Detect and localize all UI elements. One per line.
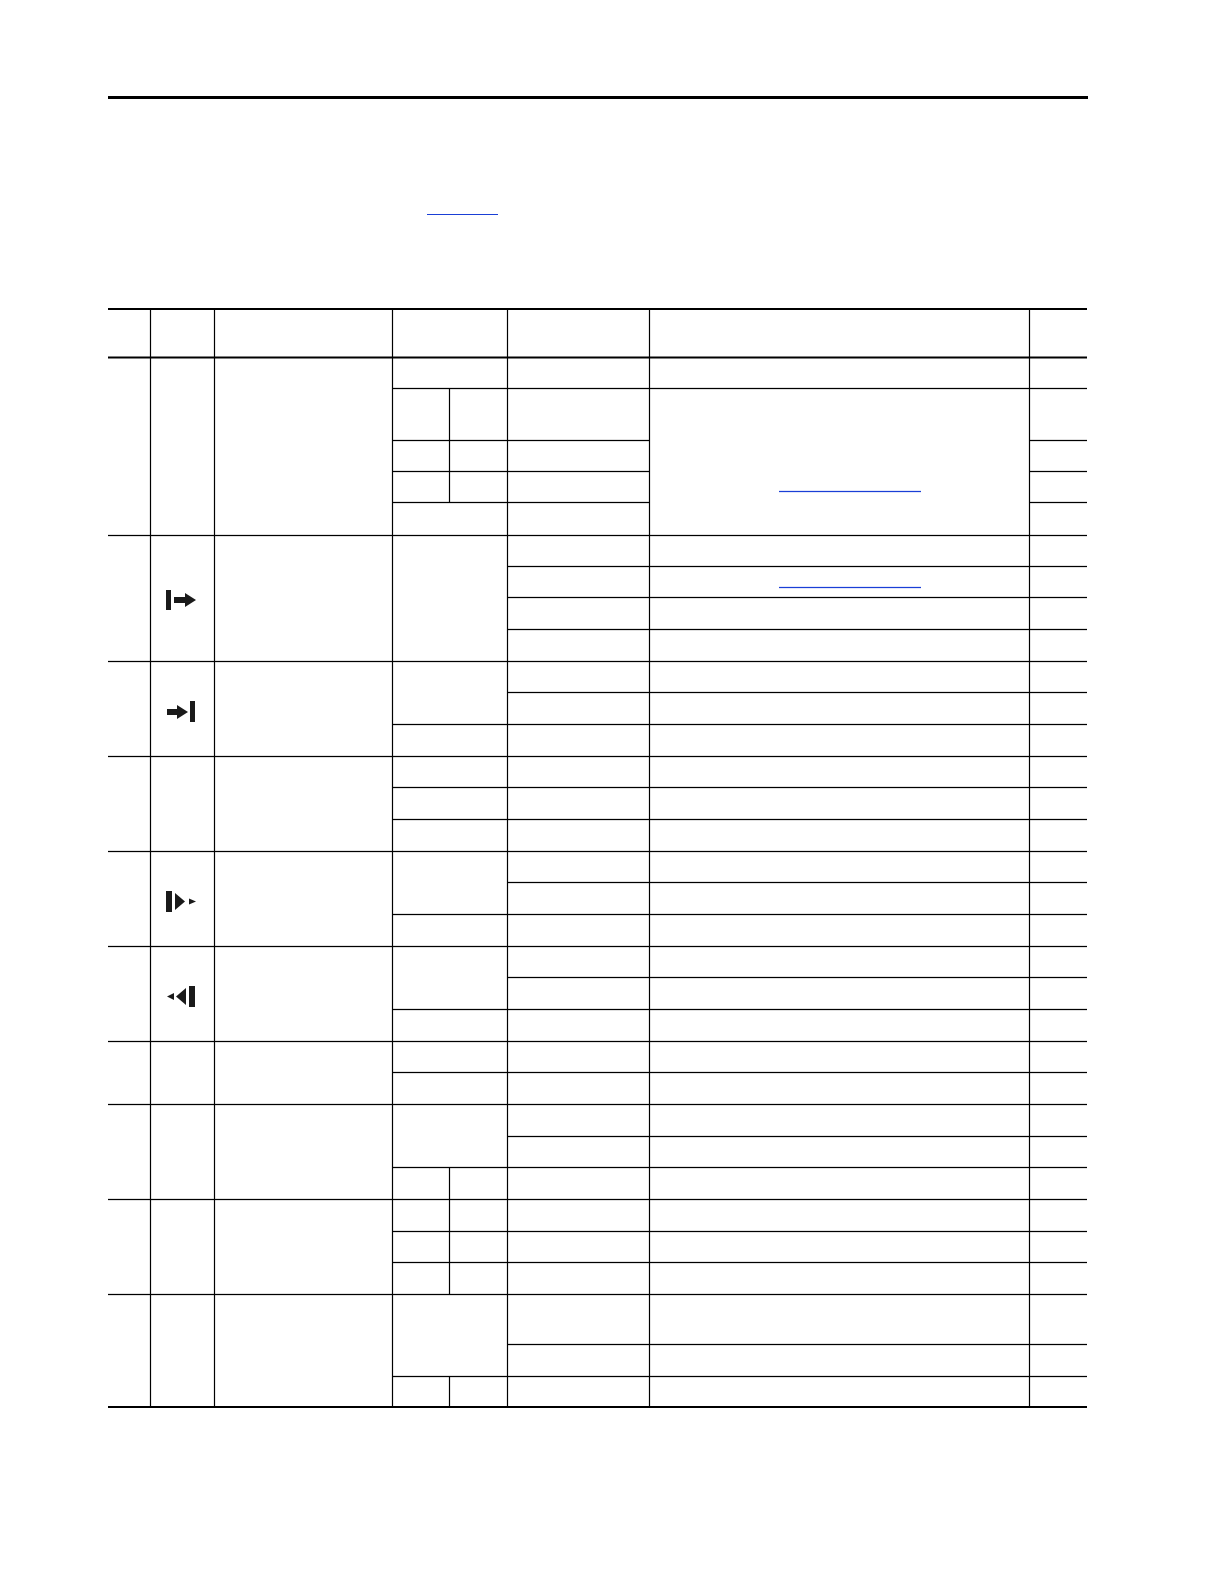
arrow-right-bar-icon: [167, 701, 195, 722]
table-icons: [166, 590, 196, 1007]
triangle-bar-left-icon: [167, 986, 195, 1007]
bar-arrow-right-icon: [166, 590, 196, 610]
subrow-separators: [392, 389, 1087, 1377]
table-links[interactable]: [779, 492, 921, 588]
bar-triangle-right-icon: [166, 891, 196, 912]
table-grid: [108, 309, 1087, 1407]
